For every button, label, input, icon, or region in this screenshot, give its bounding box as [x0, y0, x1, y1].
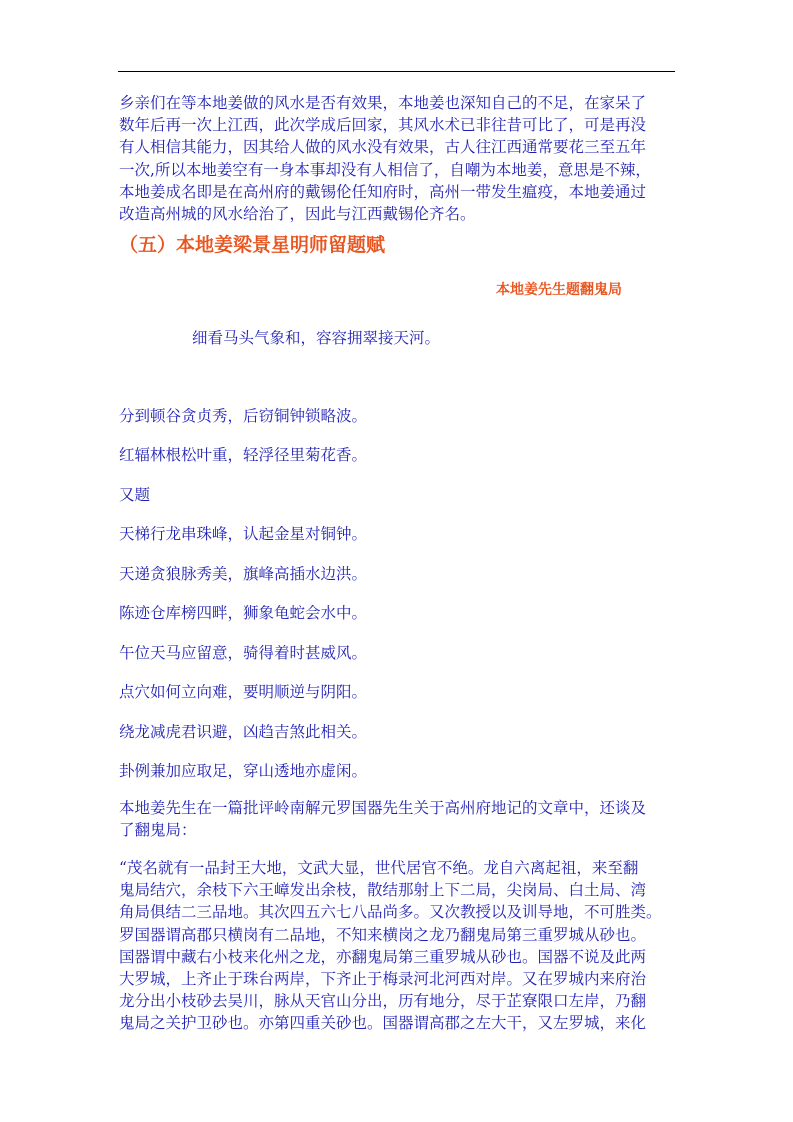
quote-line: “茂名就有一品封王大地，文武大显，世代居官不绝。龙自六离起祖，来至翻 [119, 859, 639, 877]
commentary-line: 本地姜先生在一篇批评岭南解元罗国器先生关于高州府地记的文章中，还谈及 [119, 799, 647, 817]
commentary-line: 了翻鬼局： [119, 821, 197, 840]
intro-line: 本地姜成名即是在高州府的戴锡伦任知府时，高州一带发生瘟疫，本地姜通过 [119, 182, 647, 201]
intro-line: 一次,所以本地姜空有一身本事却没有人相信了，自嘲为本地姜，意思是不辣， [119, 160, 651, 179]
commentary-paragraph [119, 797, 675, 841]
poem-line: 陈迹仓库榜四畔，狮象龟蛇会水中。 [119, 604, 368, 622]
poem-line: 卦例兼加应取足，穿山透地亦虚闲。 [119, 762, 368, 780]
quote-line: 角局俱结二三品地。其次四五六七八品尚多。又次教授以及训导地，不可胜类。 [119, 903, 662, 922]
quote-line: 鬼局之关护卫砂也。亦第四重关砂也。国器谓高郡之左大干，又左罗城，来化 [119, 1014, 647, 1033]
intro-paragraph [119, 92, 675, 225]
intro-line: 改造高州城的风水给治了，因此与江西戴锡伦齐名。 [119, 205, 476, 224]
poem-line: 天递贪狼脉秀美，旗峰高插水边洪。 [119, 565, 368, 583]
quote-line: 大罗城，上齐止于珠台两岸，下齐止于梅录河北河西对岸。又在罗城内来府治 [119, 970, 647, 989]
quote-line: 鬼局结穴，余枝下六王嶂发出余枝，散结那射上下二局，尖岗局、白土局、湾 [119, 881, 647, 900]
header-rule [118, 71, 675, 72]
poem-line: 红辐林根松叶重，轻浮径里菊花香。 [119, 446, 368, 464]
intro-line: 有人相信其能力，因其给人做的风水没有效果，古人往江西通常要花三至五年 [119, 138, 647, 157]
quote-line: 罗国器谓高郡只横岗有二品地，不知来横岗之龙乃翻鬼局第三重罗城从砂也。 [119, 925, 647, 944]
poem-first-line: 细看马头气象和，容容拥翠接天河。 [192, 329, 441, 347]
section-heading: （五）本地姜梁景星明师留题赋 [119, 234, 386, 256]
poem-line: 天梯行龙串珠峰，认起金星对铜钟。 [119, 525, 368, 543]
poem-line: 点穴如何立向难，要明顺逆与阴阳。 [119, 683, 368, 701]
poem-line: 绕龙减虎君识避，凶趋吉煞此相关。 [119, 723, 368, 741]
quote-line: 龙分出小枝砂去吴川，脉从天官山分出，历有地分，尽于芷寮限口左岸，乃翻 [119, 992, 647, 1011]
intro-line: 数年后再一次上江西，此次学成后回家，其风水术已非往昔可比了，可是再没 [119, 116, 647, 135]
poem-line: 午位天马应留意，骑得着时甚威风。 [119, 644, 368, 662]
poem-line: 分到顿谷贪贞秀，后窃铜钟锁略波。 [119, 407, 368, 425]
intro-line: 乡亲们在等本地姜做的风水是否有效果，本地姜也深知自己的不足，在家呆了 [119, 94, 647, 112]
quote-paragraph [119, 857, 675, 1035]
author-title: 本地姜先生题翻鬼局 [496, 282, 622, 298]
quote-line: 国器谓中藏右小枝来化州之龙，亦翻鬼局第三重罗城从砂也。国器不说及此两 [119, 947, 647, 966]
poem-subtitle: 又题 [119, 486, 151, 504]
